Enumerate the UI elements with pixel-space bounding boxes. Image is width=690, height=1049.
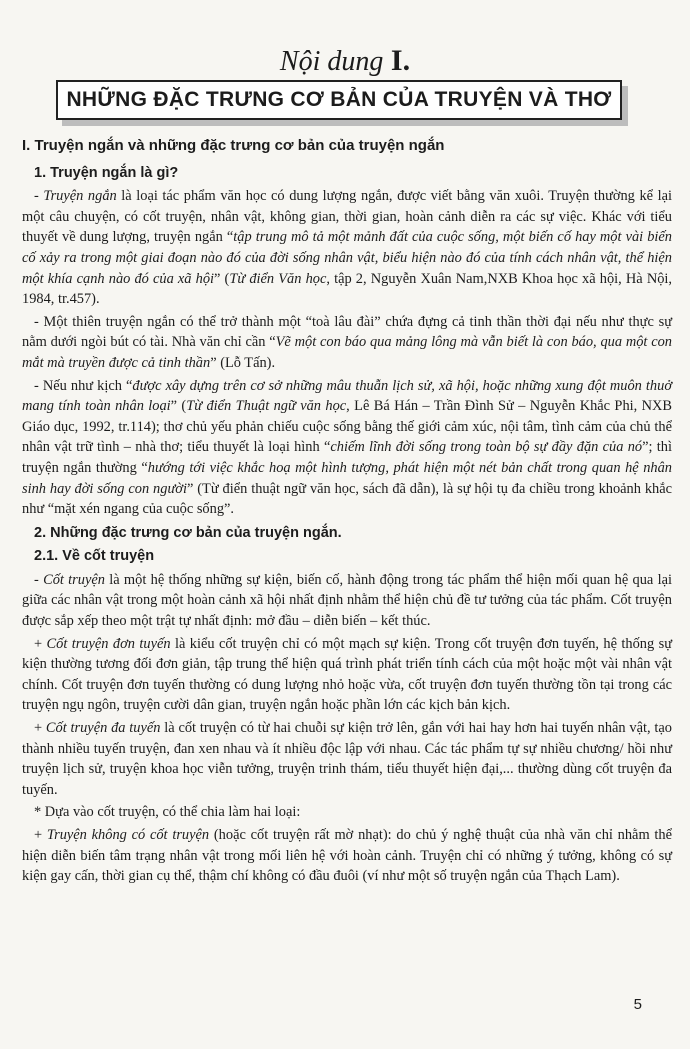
- content-label-number: I.: [390, 44, 411, 77]
- paragraph-plot-definition: - Cốt truyện là một hệ thống những sự kiện, biến cố, hành động trong tác phẩm thể hiện mối quan hệ qua lại giữa các nhân vật trong một hoàn cảnh xã hội nhất định nhằm thể hiện chủ đề tư tưởng của tác phẩm. Cốt truyện được sắp xếp theo một trật tự nhất định: mở đầu – diễn biến – kết thúc.: [22, 571, 672, 630]
- paragraph-lu-xun-quote: - Một thiên truyện ngắn có thể trở thành một “toà lâu đài” chứa đựng cả tinh thần thời đại nếu như thực sự nằm dưới ngòi bút có tài. Nhà văn chỉ cần “Vẽ một con báo qua mảng lông mà vẫn biết là con báo, qua một con mắt mà truyền được cả tinh thần” (Lỗ Tấn).: [22, 313, 672, 371]
- chapter-title-box: [56, 80, 622, 120]
- paragraph-genre-comparison: - Nếu như kịch “được xây dựng trên cơ sở những mâu thuẫn lịch sử, xã hội, hoặc những xung đột muôn thuở mang tính toàn nhân loại” (Từ điển Thuật ngữ văn học, Lê Bá Hán – Trần Đình Sử – Nguyễn Khắc Phi, NXB Giáo dục, 1992, tr.114); thơ chủ yếu phản chiếu cuộc sống bằng thế giới cảm xúc, nội tâm, tình cảm của chủ thể nhân vật trữ tình – nhà thơ; tiểu thuyết là loại hình “chiếm lĩnh đời sống trong toàn bộ sự đầy đặn của nó”; thì truyện ngắn thường “hướng tới việc khắc hoạ một hình tượng, phát hiện một nét bản chất trong quan hệ nhân sinh hay đời sống con người” (Từ điển thuật ngữ văn học, sách đã dẫn), là sự hội tụ đa chiều trong khoảnh khắc như “mặt xén ngang của cuộc sống”.: [22, 377, 673, 518]
- paragraph-single-line-plot: + Cốt truyện đơn tuyến là kiểu cốt truyện chỉ có một mạch sự kiện. Trong cốt truyện đơn tuyến, hệ thống sự kiện thường tương đối đơn giản, tập trung thể hiện quá trình phát triển tính cách của một hoặc một vài nhân vật chính. Cốt truyện đơn tuyến thường có dung lượng nhỏ hoặc vừa, cốt truyện đơn tuyến thường tồn tại trong các truyện ngụ ngôn, truyện cười dân gian, truyện ngắn hoặc phần lớn các kịch bản kịch.: [22, 635, 672, 714]
- section-heading: I. Truyện ngắn và những đặc trưng cơ bản của truyện ngắn: [22, 137, 445, 154]
- content-section-label: [0, 44, 690, 78]
- paragraph-definition: - Truyện ngắn là loại tác phẩm văn học có dung lượng ngắn, được viết bằng văn xuôi. Truyện thường kể lại một câu chuyện, có cốt truyện, nhân vật, không gian, thời gian, hoàn cảnh diễn ra các sự việc. Khác với tiểu thuyết về dung lượng, truyện ngắn “tập trung mô tả một mảnh đất của cuộc sống, một biến cố hay một vài biến cố xảy ra trong một giai đoạn nào đó của đời sống nhân vật, biểu hiện nào đó của tính cách nhân vật, thể hiện một khía cạnh nào đó của xã hội” (Từ điển Văn học, tập 2, Nguyễn Xuân Nam,NXB Khoa học xã hội, Hà Nội, 1984, tr.457).: [22, 188, 673, 308]
- content-label-prefix: Nội dung: [279, 46, 384, 77]
- subheading-plot: 2.1. Về cốt truyện: [34, 548, 155, 565]
- page-number: 5: [633, 996, 642, 1013]
- paragraph-multi-line-plot: + Cốt truyện đa tuyến là cốt truyện có từ hai chuỗi sự kiện trở lên, gắn với hai hay hơn hai tuyến nhân vật, tạo thành nhiều tuyến truyện, đan xen nhau và ít nhiều độc lập với nhau. Các tác phẩm tự sự nhiều chương/ hồi như truyện lịch sử, truyện khoa học viễn tưởng, truyện trinh thám, tiểu thuyết hiện đại,... thường dùng cốt truyện đa tuyến.: [22, 720, 672, 798]
- subheading-what-is-short-story: 1. Truyện ngắn là gì?: [34, 164, 179, 181]
- chapter-title: NHỮNG ĐẶC TRƯNG CƠ BẢN CỦA TRUYỆN VÀ THƠ: [66, 88, 612, 111]
- paragraph-plot-classification: * Dựa vào cốt truyện, có thể chia làm hai loại:: [34, 804, 301, 821]
- page-content: [22, 136, 672, 889]
- paragraph-plotless-story: + Truyện không có cốt truyện (hoặc cốt truyện rất mờ nhạt): do chủ ý nghệ thuật của nhà văn chỉ nhằm thể hiện diễn biến tâm trạng nhân vật trong mối liên hệ với hoàn cảnh. Truyện chỉ có những ý tưởng, không có sự kiện gay cấn, thời gian cụ thể, thậm chí không có đầu đuôi (ví như một số truyện ngắn của Thạch Lam).: [22, 827, 673, 885]
- subheading-characteristics: 2. Những đặc trưng cơ bản của truyện ngắn.: [34, 524, 342, 541]
